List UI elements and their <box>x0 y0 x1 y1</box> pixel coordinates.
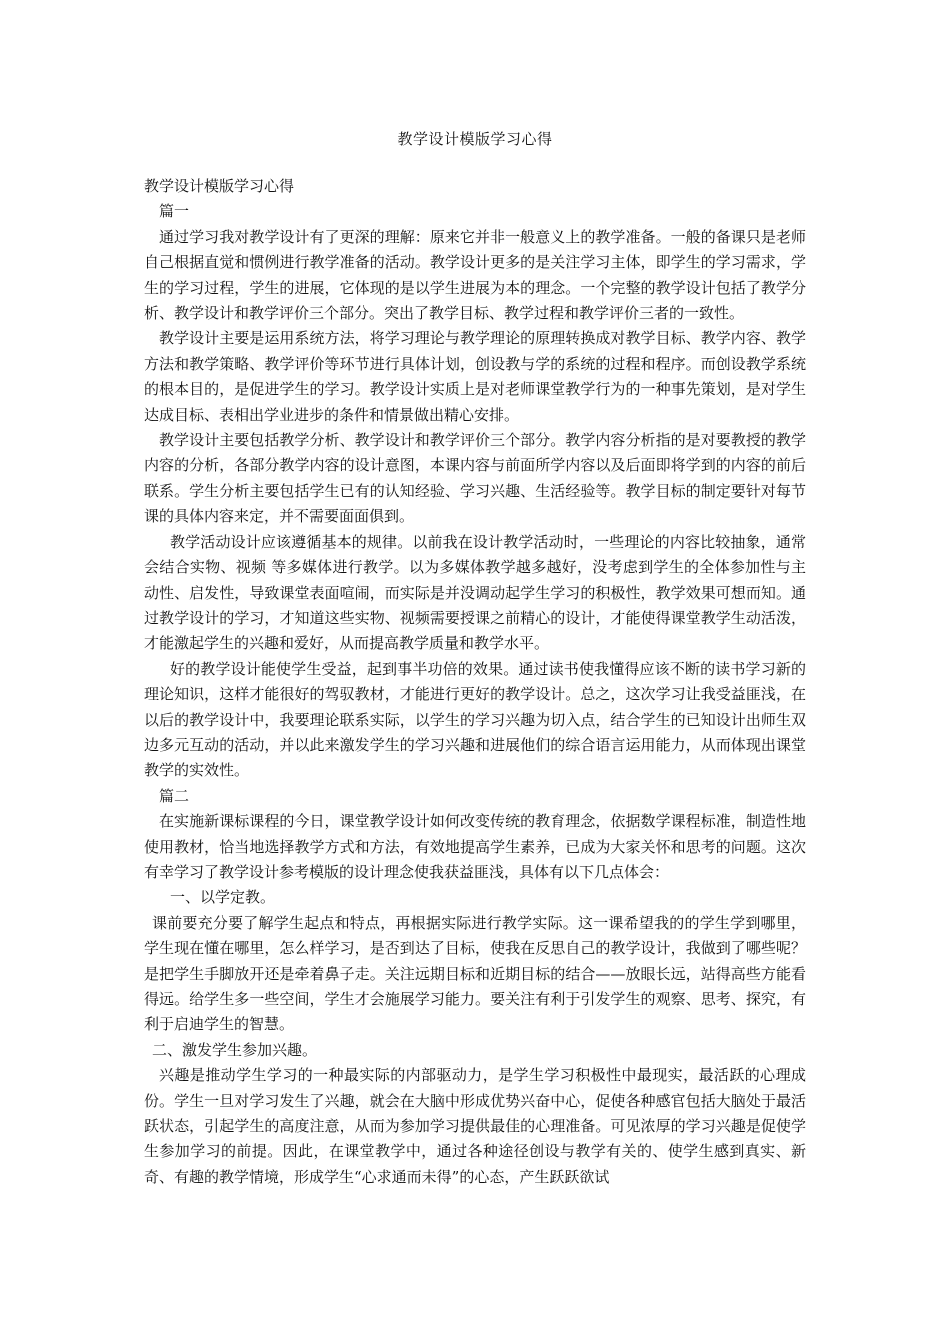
document-body <box>144 174 806 1190</box>
paragraph: 好的教学设计能使学生受益，起到事半功倍的效果。通过读书使我懂得应该不断的读书学习新的理论知识，这样才能很好的驾驭教材，才能进行更好的教学设计。总之，这次学习让我受益匪浅，在以后的教学设计中，我要理论联系实际，以学生的学习兴趣为切入点，结合学生的已知设计出师生双边多元互动的活动，并以此来激发学生的学习兴趣和进展他们的综合语言运用能力，从而体现出课堂教学的实效性。 <box>144 659 806 780</box>
paragraph: 教学活动设计应该遵循基本的规律。以前我在设计教学活动时，一些理论的内容比较抽象，通常会结合实物、视频 等多媒体进行教学。以为多媒体教学越多越好，没考虑到学生的全体参加性与主动性、启发性，导致课堂表面喧闹，而实际是并没调动起学生学习的积极性，教学效果可想而知。通过教学设计的学习，才知道这些实物、视频需要授课之前精心的设计，才能使得课堂教学生动活泼，才能激起学生的兴趣和爱好，从而提高教学质量和教学水平。 <box>144 532 806 653</box>
paragraph: 课前要充分要了解学生起点和特点，再根据实际进行教学实际。这一课希望我的的学生学到哪里，学生现在懂在哪里，怎么样学习，是否到达了目标，使我在反思自己的教学设计，我做到了哪些呢？是把学生手脚放开还是牵着鼻子走。关注远期目标和近期目标的结合——放眼长远，站得高些方能看得远。给学生多一些空间，学生才会施展学习能力。要关注有利于引发学生的观察、思考、探究，有利于启迪学生的智慧。 <box>144 913 806 1034</box>
point-heading-two: 二、激发学生参加兴趣。 <box>152 1040 318 1059</box>
paragraph: 教学设计主要包括教学分析、教学设计和教学评价三个部分。教学内容分析指的是对要教授的教学内容的分析，各部分教学内容的设计意图，本课内容与前面所学内容以及后面即将学到的内容的前后联系。学生分析主要包括学生已有的认知经验、学习兴趣、生活经验等。教学目标的制定要针对每节课的具体内容来定，并不需要面面俱到。 <box>144 431 806 526</box>
point-heading-one: 一、以学定教。 <box>170 888 276 907</box>
paragraph: 教学设计主要是运用系统方法，将学习理论与教学理论的原理转换成对教学目标、教学内容、教学方法和教学策略、教学评价等环节进行具体计划，创设教与学的系统的过程和程序。而创设教学系统的根本目的，是促进学生的学习。教学设计实质上是对老师课堂教学行为的一种事先策划，是对学生达成目标、表相出学业进步的条件和情景做出精心安排。 <box>144 329 806 424</box>
paragraph: 兴趣是推动学生学习的一种最实际的内部驱动力，是学生学习积极性中最现实，最活跃的心理成份。学生一旦对学习发生了兴趣，就会在大脑中形成优势兴奋中心，促使各种感官包括大脑处于最活跃状态，引起学生的高度注意，从而为参加学习提供最佳的心理准备。可见浓厚的学习兴趣是促使学生参加学习的前提。因此，在课堂教学中，通过各种途径创设与教学有关的、使学生感到真实、新奇、有趣的教学情境，形成学生“心求通而未得”的心态，产生跃跃欲试 <box>144 1066 806 1186</box>
document-heading: 教学设计模版学习心得 <box>144 177 295 195</box>
paragraph: 在实施新课标课程的今日，课堂教学设计如何改变传统的教育理念，依据数学课程标准，制造性地使用教材，恰当地选择教学方式和方法，有效地提高学生素养，已成为大家关怀和思考的问题。这次有幸学习了教学设计参考模版的设计理念使我获益匪浅，具体有以下几点体会： <box>144 812 806 881</box>
section-heading-two: 篇二 <box>159 786 190 805</box>
document-title: 教学设计模版学习心得 <box>397 130 553 148</box>
section-heading-one: 篇一 <box>159 202 190 221</box>
paragraph: 通过学习我对教学设计有了更深的理解：原来它并非一般意义上的教学准备。一般的备课只是老师自己根据直觉和惯例进行教学准备的活动。教学设计更多的是关注学习主体，即学生的学习需求，学生的学习过程，学生的进展，它体现的是以学生进展为本的理念。一个完整的教学设计包括了教学分析、教学设计和教学评价三个部分。突出了教学目标、教学过程和教学评价三者的一致性。 <box>144 227 806 323</box>
